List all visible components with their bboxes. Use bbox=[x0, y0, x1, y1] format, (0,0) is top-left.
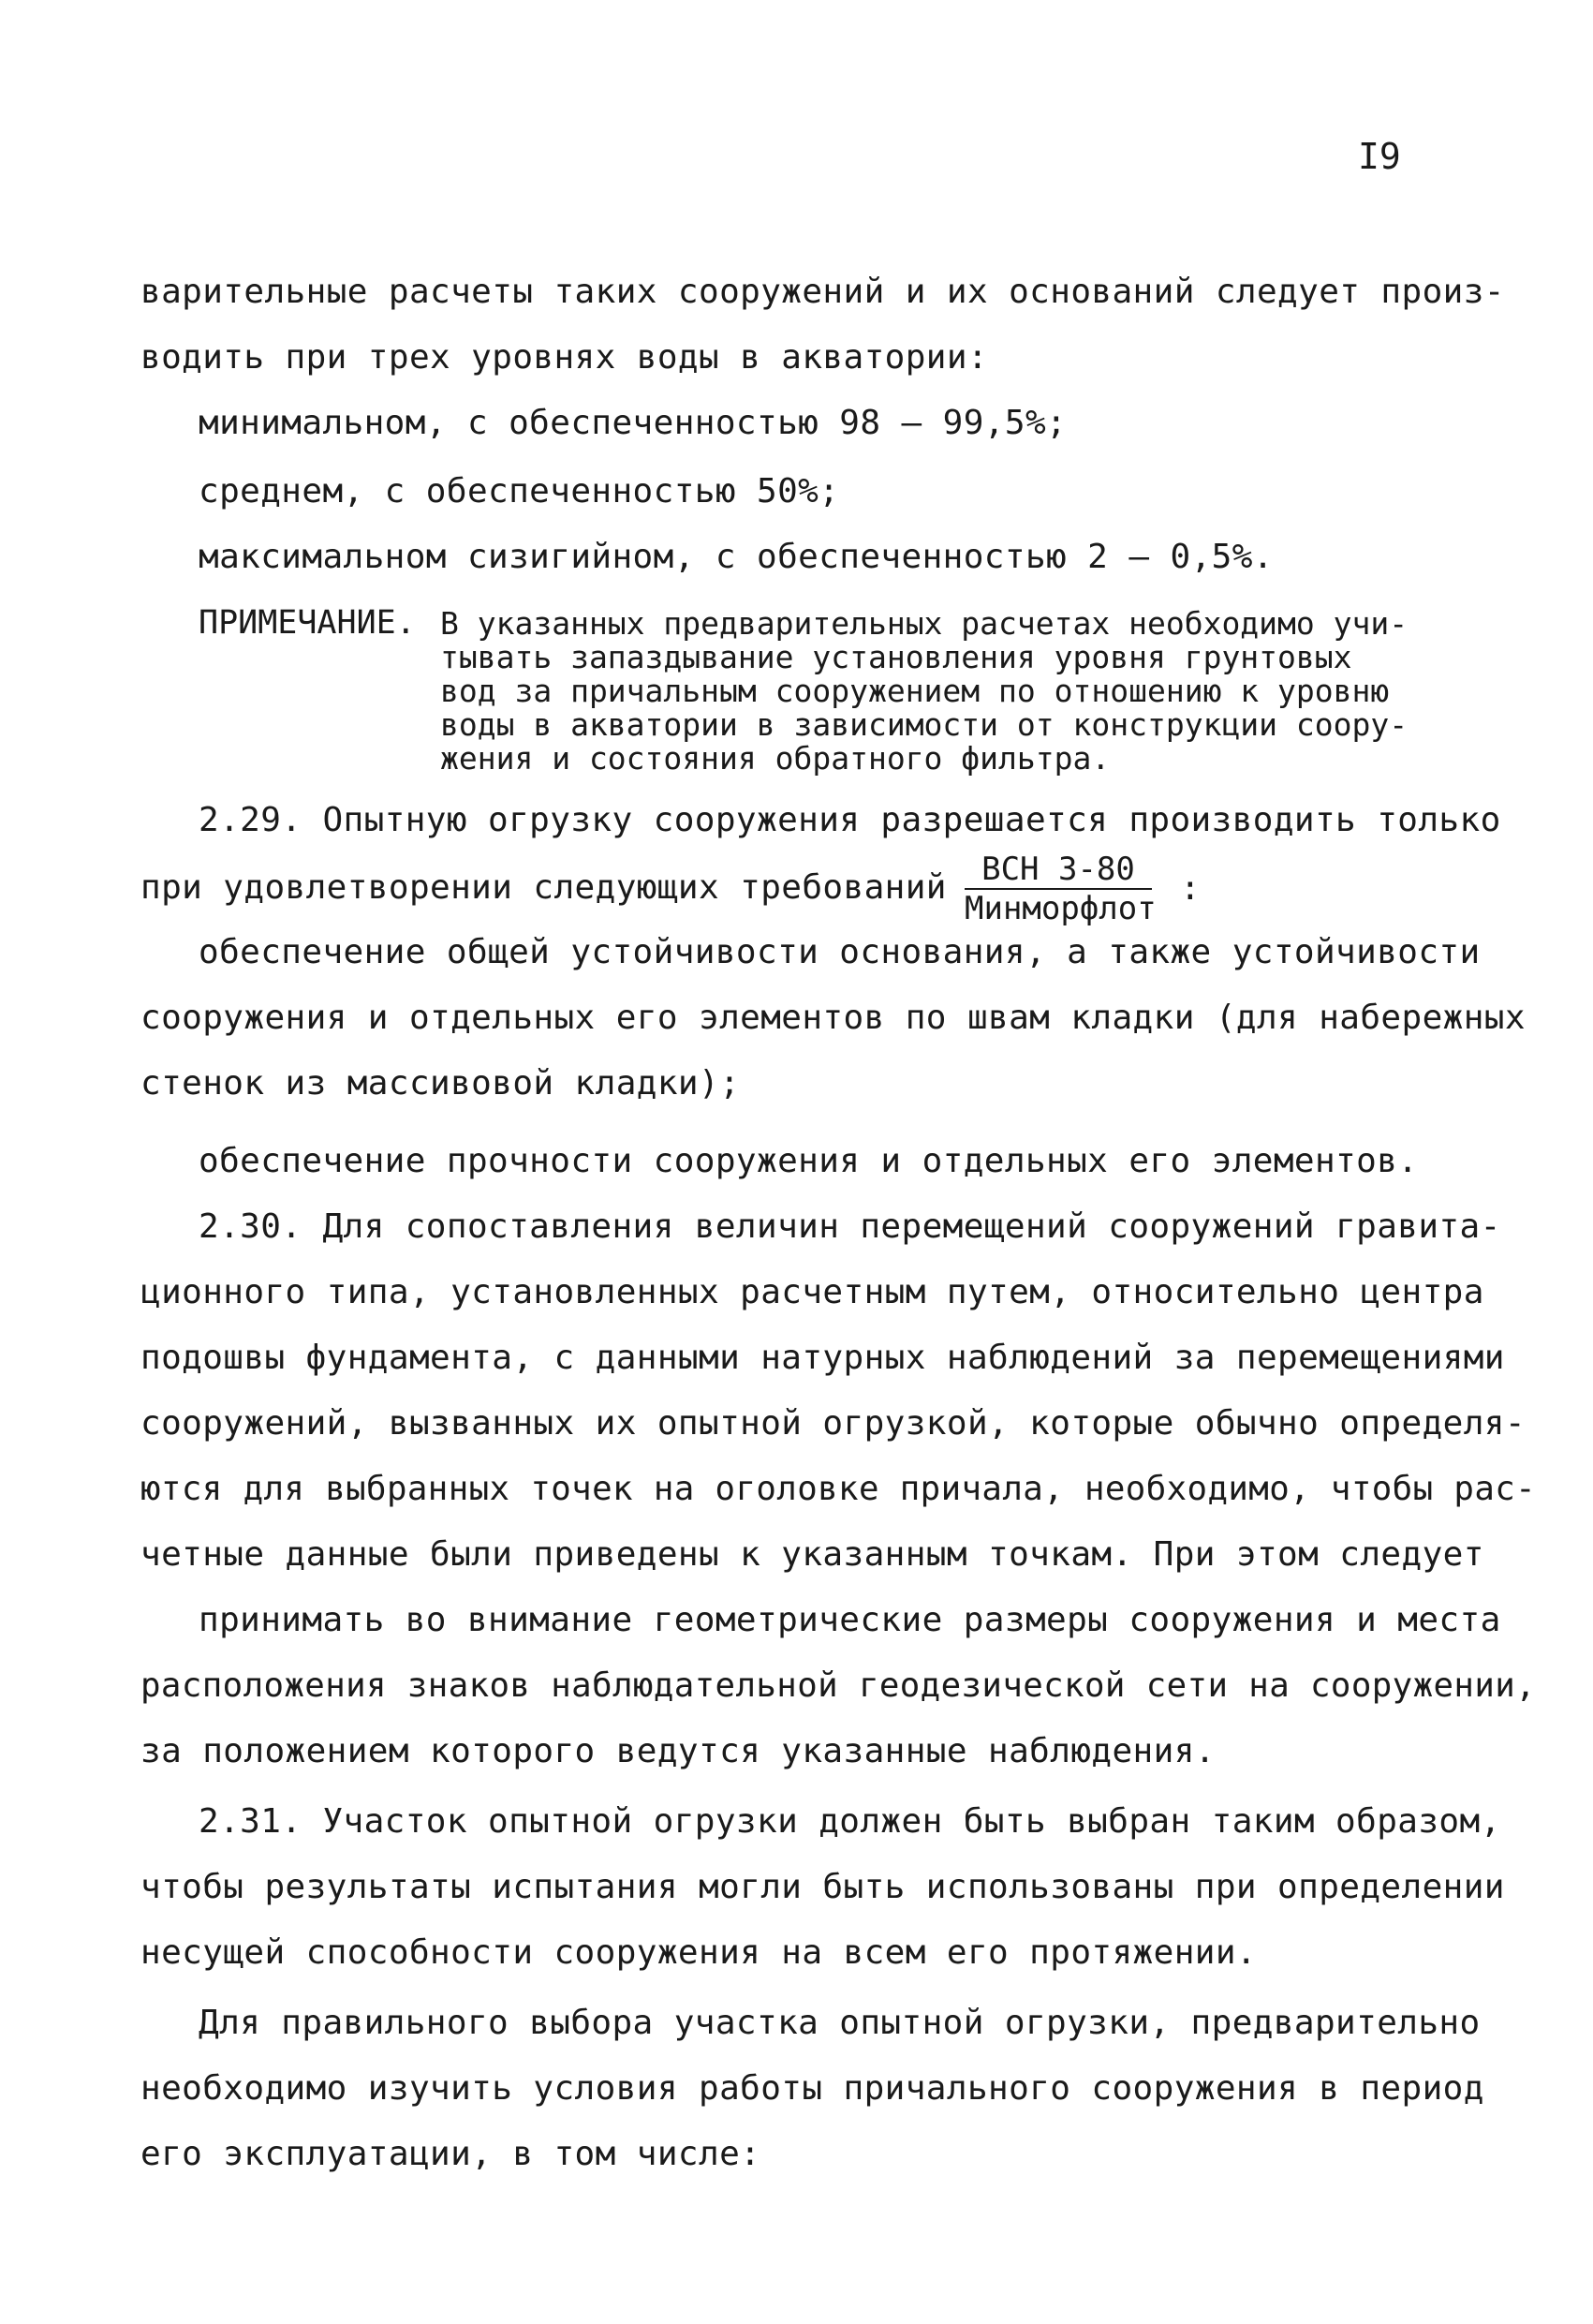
s231-line-6: его эксплуатации, в том числе: bbox=[140, 2135, 761, 2173]
s229-req-1-end: стенок из массивовой кладки); bbox=[140, 1064, 741, 1103]
norm-code: ВСН 3-80 bbox=[965, 852, 1152, 890]
s230-line-5: ются для выбранных точек на оголовке причала, необходимо, чтобы рас- bbox=[140, 1470, 1537, 1508]
s231-line-5: необходимо изучить условия работы причального сооружения в период bbox=[140, 2069, 1484, 2108]
note-line-2: тывать запаздывание установления уровня грунтовых bbox=[440, 639, 1352, 675]
note-label: ПРИМЕЧАНИЕ. bbox=[199, 604, 416, 642]
s229-colon: : bbox=[1180, 869, 1201, 908]
s230-line-7: принимать во внимание геометрические размеры сооружения и места bbox=[199, 1601, 1501, 1639]
norm-authority: Минморфлот bbox=[965, 890, 1157, 927]
norm-reference bbox=[965, 851, 1157, 927]
note-line-3: вод за причальным сооружением по отношению к уровню bbox=[440, 673, 1390, 709]
s229-line-2: при удовлетворении следующих требований bbox=[140, 868, 947, 907]
s229-req-2: обеспечение прочности сооружения и отдельных его элементов. bbox=[199, 1142, 1419, 1180]
s229-line-1: 2.29. Опытную огрузку сооружения разрешается производить только bbox=[199, 801, 1501, 839]
level-max: максимальном сизигийном, с обеспеченностью 2 – 0,5%. bbox=[199, 538, 1274, 576]
note-line-1: В указанных предварительных расчетах необходимо учи- bbox=[440, 605, 1409, 642]
page-number: I9 bbox=[1358, 136, 1401, 177]
s229-req-1: обеспечение общей устойчивости основания, а также устойчивости bbox=[199, 933, 1481, 971]
s231-line-3: несущей способности сооружения на всем его протяжении. bbox=[140, 1933, 1257, 1972]
note-line-5: жения и состояния обратного фильтра. bbox=[440, 740, 1111, 777]
s231-line-2: чтобы результаты испытания могли быть использованы при определении bbox=[140, 1868, 1505, 1906]
intro-line-2: водить при трех уровнях воды в акватории: bbox=[140, 338, 989, 377]
s230-line-1: 2.30. Для сопоставления величин перемещений сооружений гравита- bbox=[199, 1207, 1501, 1246]
level-mid: среднем, с обеспеченностью 50%; bbox=[199, 472, 840, 511]
s229-req-1-cont: сооружения и отдельных его элементов по швам кладки (для набережных bbox=[140, 999, 1526, 1037]
s230-line-9: за положением которого ведутся указанные наблюдения. bbox=[140, 1732, 1216, 1770]
s230-line-3: подошвы фундамента, с данными натурных наблюдений за перемещениями bbox=[140, 1339, 1505, 1377]
s231-line-4: Для правильного выбора участка опытной огрузки, предварительно bbox=[199, 2004, 1481, 2042]
s230-line-6: четные данные были приведены к указанным точкам. При этом следует bbox=[140, 1535, 1484, 1574]
note-line-4: воды в акватории в зависимости от конструкции соору- bbox=[440, 706, 1409, 743]
s230-line-4: сооружений, вызванных их опытной огрузкой, которые обычно определя- bbox=[140, 1404, 1526, 1443]
s231-line-1: 2.31. Участок опытной огрузки должен быть выбран таким образом, bbox=[199, 1802, 1501, 1841]
s230-line-2: ционного типа, установленных расчетным путем, относительно центра bbox=[140, 1273, 1484, 1311]
level-min: минимальном, с обеспеченностью 98 – 99,5%; bbox=[199, 404, 1068, 442]
intro-line-1: варительные расчеты таких сооружений и их оснований следует произ- bbox=[140, 273, 1505, 311]
s230-line-8: расположения знаков наблюдательной геодезической сети на сооружении, bbox=[140, 1666, 1537, 1705]
